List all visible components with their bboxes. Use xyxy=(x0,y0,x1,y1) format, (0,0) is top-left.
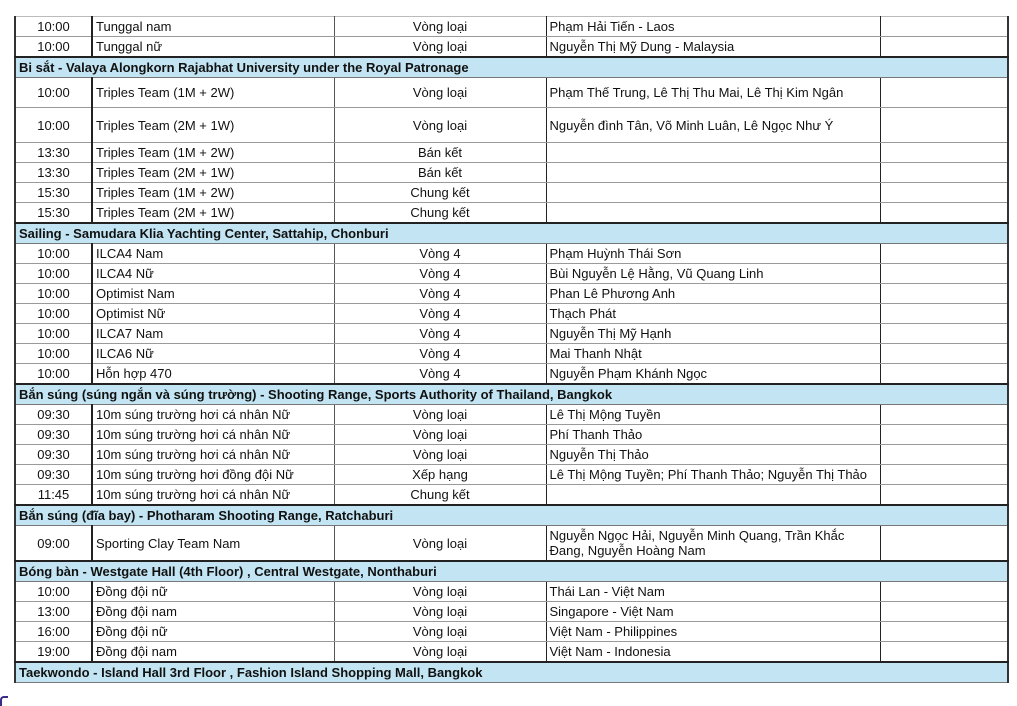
event-cell: Triples Team (2M + 1W) xyxy=(92,108,334,143)
athletes-cell: Lê Thị Mộng Tuyền xyxy=(546,405,880,425)
athletes-cell xyxy=(546,143,880,163)
extra-cell xyxy=(880,364,1008,385)
extra-cell xyxy=(880,642,1008,663)
time-cell: 10:00 xyxy=(15,284,92,304)
athletes-cell: Phạm Huỳnh Thái Sơn xyxy=(546,244,880,264)
round-cell: Vòng 4 xyxy=(334,284,546,304)
event-cell: 10m súng trường hơi cá nhân Nữ xyxy=(92,445,334,465)
time-cell: 10:00 xyxy=(15,108,92,143)
extra-cell xyxy=(880,203,1008,224)
time-cell: 10:00 xyxy=(15,37,92,58)
round-cell: Vòng loại xyxy=(334,526,546,562)
event-cell: Triples Team (1M + 2W) xyxy=(92,183,334,203)
table-row xyxy=(15,284,1008,304)
event-cell: Đồng đội nam xyxy=(92,602,334,622)
round-cell: Vòng loại xyxy=(334,37,546,58)
schedule-table xyxy=(14,16,1009,683)
table-row xyxy=(15,465,1008,485)
time-cell: 16:00 xyxy=(15,622,92,642)
round-cell: Xếp hạng xyxy=(334,465,546,485)
event-cell: Đồng đội nữ xyxy=(92,582,334,602)
time-cell: 09:30 xyxy=(15,405,92,425)
athletes-cell: Phí Thanh Thảo xyxy=(546,425,880,445)
section-title: Bóng bàn - Westgate Hall (4th Floor) , Central Westgate, Nonthaburi xyxy=(15,561,1008,582)
table-row xyxy=(15,244,1008,264)
table-row xyxy=(15,37,1008,58)
time-cell: 10:00 xyxy=(15,304,92,324)
round-cell: Vòng loại xyxy=(334,425,546,445)
round-cell: Vòng 4 xyxy=(334,304,546,324)
table-row xyxy=(15,324,1008,344)
athletes-cell: Việt Nam - Philippines xyxy=(546,622,880,642)
event-cell: ILCA7 Nam xyxy=(92,324,334,344)
athletes-cell xyxy=(546,203,880,224)
section-title: Taekwondo - Island Hall 3rd Floor , Fashion Island Shopping Mall, Bangkok xyxy=(15,662,1008,683)
event-cell: Triples Team (1M + 2W) xyxy=(92,78,334,108)
event-cell: Tunggal nam xyxy=(92,17,334,37)
extra-cell xyxy=(880,465,1008,485)
table-row xyxy=(15,264,1008,284)
table-row xyxy=(15,485,1008,506)
event-cell: Optimist Nữ xyxy=(92,304,334,324)
athletes-cell: Thái Lan - Việt Nam xyxy=(546,582,880,602)
time-cell: 13:30 xyxy=(15,163,92,183)
event-cell: ILCA4 Nam xyxy=(92,244,334,264)
time-cell: 10:00 xyxy=(15,324,92,344)
extra-cell xyxy=(880,445,1008,465)
extra-cell xyxy=(880,526,1008,562)
round-cell: Vòng loại xyxy=(334,582,546,602)
round-cell: Vòng loại xyxy=(334,602,546,622)
time-cell: 10:00 xyxy=(15,582,92,602)
extra-cell xyxy=(880,602,1008,622)
section-header-shooting-rifle xyxy=(15,384,1008,405)
table-row xyxy=(15,445,1008,465)
event-cell: Triples Team (2M + 1W) xyxy=(92,163,334,183)
athletes-cell: Mai Thanh Nhật xyxy=(546,344,880,364)
extra-cell xyxy=(880,108,1008,143)
section-header-shooting-clay xyxy=(15,505,1008,526)
time-cell: 13:00 xyxy=(15,602,92,622)
table-row xyxy=(15,622,1008,642)
round-cell: Vòng 4 xyxy=(334,264,546,284)
extra-cell xyxy=(880,78,1008,108)
table-row xyxy=(15,78,1008,108)
extra-cell xyxy=(880,405,1008,425)
round-cell: Vòng loại xyxy=(334,17,546,37)
time-cell: 15:30 xyxy=(15,183,92,203)
table-row xyxy=(15,203,1008,224)
athletes-cell: Phạm Thế Trung, Lê Thị Thu Mai, Lê Thị Kim Ngân xyxy=(546,78,880,108)
round-cell: Chung kết xyxy=(334,485,546,506)
table-row xyxy=(15,17,1008,37)
time-cell: 09:30 xyxy=(15,445,92,465)
extra-cell xyxy=(880,344,1008,364)
time-cell: 10:00 xyxy=(15,78,92,108)
athletes-cell xyxy=(546,183,880,203)
section-header-table-tennis xyxy=(15,561,1008,582)
extra-cell xyxy=(880,264,1008,284)
round-cell: Vòng 4 xyxy=(334,244,546,264)
athletes-cell: Nguyễn Thị Mỹ Hạnh xyxy=(546,324,880,344)
section-header-taekwondo xyxy=(15,662,1008,683)
extra-cell xyxy=(880,324,1008,344)
round-cell: Vòng 4 xyxy=(334,324,546,344)
round-cell: Vòng loại xyxy=(334,78,546,108)
athletes-cell: Bùi Nguyễn Lệ Hằng, Vũ Quang Linh xyxy=(546,264,880,284)
athletes-cell xyxy=(546,485,880,506)
extra-cell xyxy=(880,485,1008,506)
event-cell: 10m súng trường hơi đồng đội Nữ xyxy=(92,465,334,485)
athletes-cell: Nguyễn Thị Thảo xyxy=(546,445,880,465)
extra-cell xyxy=(880,17,1008,37)
event-cell: Optimist Nam xyxy=(92,284,334,304)
event-cell: 10m súng trường hơi cá nhân Nữ xyxy=(92,485,334,506)
athletes-cell: Lê Thị Mộng Tuyền; Phí Thanh Thảo; Nguyễn Thị Thảo xyxy=(546,465,880,485)
athletes-cell: Singapore - Việt Nam xyxy=(546,602,880,622)
table-row xyxy=(15,526,1008,562)
athletes-cell: Thạch Phát xyxy=(546,304,880,324)
athletes-cell: Nguyễn Phạm Khánh Ngọc xyxy=(546,364,880,385)
table-row xyxy=(15,602,1008,622)
event-cell: Triples Team (2M + 1W) xyxy=(92,203,334,224)
event-cell: Tunggal nữ xyxy=(92,37,334,58)
round-cell: Vòng loại xyxy=(334,445,546,465)
table-row xyxy=(15,405,1008,425)
time-cell: 13:30 xyxy=(15,143,92,163)
schedule-sheet xyxy=(14,16,1007,683)
table-row xyxy=(15,364,1008,385)
event-cell: ILCA4 Nữ xyxy=(92,264,334,284)
section-title: Sailing - Samudara Klia Yachting Center, Sattahip, Chonburi xyxy=(15,223,1008,244)
section-title: Bi sắt - Valaya Alongkorn Rajabhat University under the Royal Patronage xyxy=(15,57,1008,78)
extra-cell xyxy=(880,143,1008,163)
table-row xyxy=(15,108,1008,143)
athletes-cell: Nguyễn Ngọc Hải, Nguyễn Minh Quang, Trần Khắc Đang, Nguyễn Hoàng Nam xyxy=(546,526,880,562)
athletes-cell: Nguyễn đình Tân, Võ Minh Luân, Lê Ngọc Như Ý xyxy=(546,108,880,143)
athletes-cell: Phan Lê Phương Anh xyxy=(546,284,880,304)
extra-cell xyxy=(880,37,1008,58)
round-cell: Vòng loại xyxy=(334,622,546,642)
event-cell: Đồng đội nữ xyxy=(92,622,334,642)
round-cell: Vòng loại xyxy=(334,405,546,425)
time-cell: 10:00 xyxy=(15,264,92,284)
time-cell: 10:00 xyxy=(15,364,92,385)
time-cell: 19:00 xyxy=(15,642,92,663)
event-cell: Triples Team (1M + 2W) xyxy=(92,143,334,163)
round-cell: Bán kết xyxy=(334,143,546,163)
extra-cell xyxy=(880,284,1008,304)
round-cell: Chung kết xyxy=(334,183,546,203)
time-cell: 09:30 xyxy=(15,465,92,485)
time-cell: 09:30 xyxy=(15,425,92,445)
table-row xyxy=(15,344,1008,364)
time-cell: 09:00 xyxy=(15,526,92,562)
table-row xyxy=(15,183,1008,203)
event-cell: 10m súng trường hơi cá nhân Nữ xyxy=(92,405,334,425)
time-cell: 11:45 xyxy=(15,485,92,506)
athletes-cell: Phạm Hải Tiến - Laos xyxy=(546,17,880,37)
time-cell: 10:00 xyxy=(15,17,92,37)
event-cell: Đồng đội nam xyxy=(92,642,334,663)
table-row xyxy=(15,582,1008,602)
page-corner-mark xyxy=(0,696,8,706)
event-cell: 10m súng trường hơi cá nhân Nữ xyxy=(92,425,334,445)
extra-cell xyxy=(880,425,1008,445)
round-cell: Vòng 4 xyxy=(334,364,546,385)
athletes-cell xyxy=(546,163,880,183)
event-cell: Hỗn hợp 470 xyxy=(92,364,334,385)
event-cell: ILCA6 Nữ xyxy=(92,344,334,364)
time-cell: 10:00 xyxy=(15,344,92,364)
event-cell: Sporting Clay Team Nam xyxy=(92,526,334,562)
time-cell: 10:00 xyxy=(15,244,92,264)
extra-cell xyxy=(880,244,1008,264)
round-cell: Vòng loại xyxy=(334,108,546,143)
round-cell: Bán kết xyxy=(334,163,546,183)
round-cell: Chung kết xyxy=(334,203,546,224)
extra-cell xyxy=(880,622,1008,642)
table-row xyxy=(15,143,1008,163)
table-row xyxy=(15,163,1008,183)
extra-cell xyxy=(880,582,1008,602)
round-cell: Vòng loại xyxy=(334,642,546,663)
round-cell: Vòng 4 xyxy=(334,344,546,364)
time-cell: 15:30 xyxy=(15,203,92,224)
section-title: Bắn súng (súng ngắn và súng trường) - Shooting Range, Sports Authority of Thailand, Bangkok xyxy=(15,384,1008,405)
extra-cell xyxy=(880,183,1008,203)
athletes-cell: Nguyễn Thị Mỹ Dung - Malaysia xyxy=(546,37,880,58)
section-title: Bắn súng (đĩa bay) - Photharam Shooting Range, Ratchaburi xyxy=(15,505,1008,526)
section-header-sailing xyxy=(15,223,1008,244)
extra-cell xyxy=(880,304,1008,324)
section-header-petanque xyxy=(15,57,1008,78)
extra-cell xyxy=(880,163,1008,183)
table-row xyxy=(15,425,1008,445)
table-row xyxy=(15,304,1008,324)
athletes-cell: Việt Nam - Indonesia xyxy=(546,642,880,663)
table-row xyxy=(15,642,1008,663)
